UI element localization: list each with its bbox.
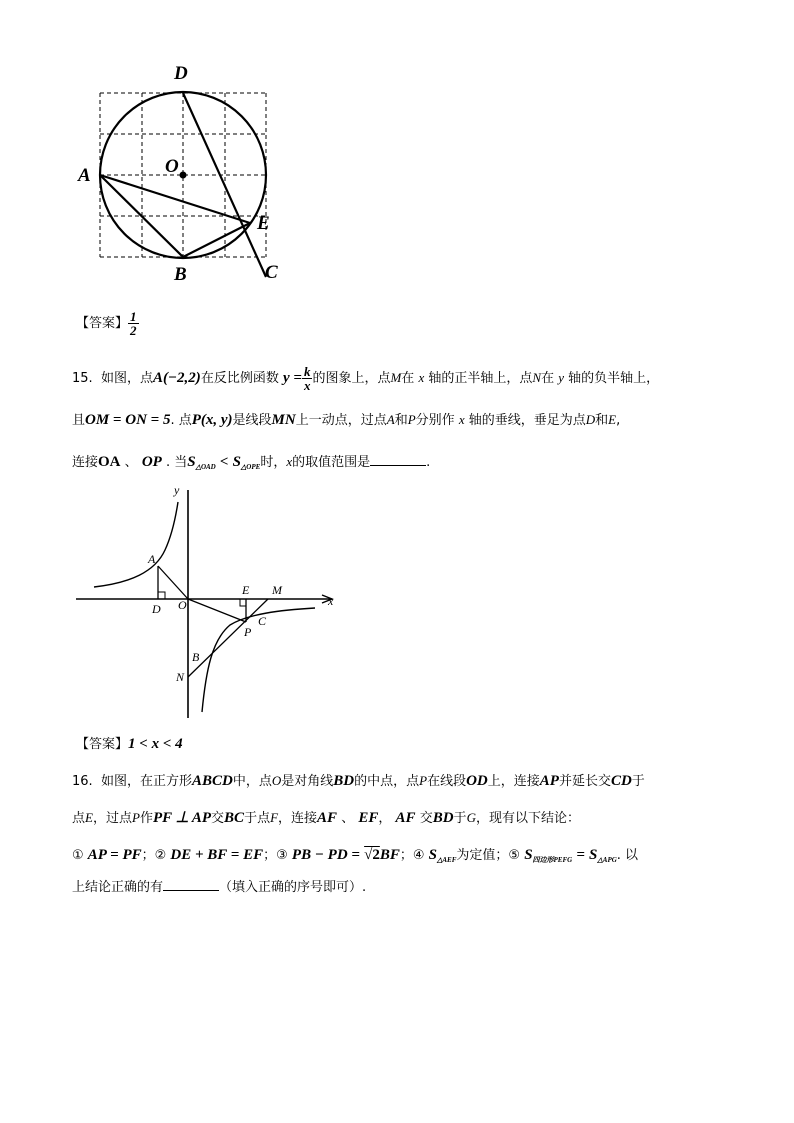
math-s: S <box>589 847 598 863</box>
answer-label: 【答案】 <box>76 316 129 331</box>
math-p: P <box>131 810 140 825</box>
q16-line-2 <box>72 808 580 829</box>
label-a: A <box>148 552 156 566</box>
math-mn: MN <box>271 412 296 428</box>
answer-blank <box>370 452 426 466</box>
math-x: x <box>418 370 425 385</box>
label-o: O <box>178 598 187 612</box>
math-eq: = <box>576 847 585 863</box>
text: 时， <box>260 455 287 470</box>
math-e: E <box>608 412 617 427</box>
math-od: OD <box>466 773 488 789</box>
text: 于 <box>631 774 645 789</box>
text: 轴的负半轴上， <box>568 371 660 386</box>
text: （填入正确的序号即可）. <box>219 880 367 895</box>
math-op: OP <box>141 454 162 470</box>
text: , <box>616 413 621 428</box>
math-lt: < <box>219 454 229 470</box>
text: 且 <box>72 413 86 428</box>
q16-line-1 <box>72 771 645 792</box>
text: 作 <box>139 811 153 826</box>
text: 并延长交 <box>558 774 611 789</box>
text: 轴的垂线，垂足为点 <box>468 413 586 428</box>
center-dot <box>180 172 187 179</box>
math-bd: BD <box>333 773 355 789</box>
answer-label: 【答案】 <box>76 737 129 752</box>
label-m: M <box>272 583 282 597</box>
math-sub-ope: △OPE <box>240 463 261 471</box>
text: 交 <box>211 811 225 826</box>
math-cd: CD <box>610 773 632 789</box>
q15-line-3 <box>72 452 430 477</box>
segment-mn <box>188 599 268 677</box>
text: . 以 <box>616 848 639 863</box>
math-ap: AP <box>539 773 559 789</box>
answer-denominator: 2 <box>130 323 137 338</box>
math-pf-perp-ap: PF ⊥ AP <box>152 810 212 826</box>
math-y: y <box>558 370 564 385</box>
text: 在反比例函数 <box>200 371 279 386</box>
math-a: A <box>386 412 395 427</box>
math-s: S <box>232 454 241 470</box>
text: 上结论正确的有 <box>72 880 164 895</box>
math-bf: BF <box>379 847 400 863</box>
text: 在 <box>541 371 555 386</box>
text: ；④ <box>399 848 425 863</box>
text: 的图象上，点 <box>312 371 391 386</box>
text: 上一动点，过点 <box>295 413 387 428</box>
label-n: N <box>176 670 185 684</box>
math-x: x <box>303 378 311 393</box>
text: 上，连接 <box>487 774 540 789</box>
math-sub-aef: △AEF <box>437 856 457 864</box>
math-om-on: OM = ON = 5 <box>85 412 171 428</box>
text: 的取值范围是 <box>292 455 371 470</box>
math-conclusion-1: AP = PF <box>87 847 142 863</box>
math-af: AF <box>395 810 416 826</box>
math-p: P <box>407 412 416 427</box>
text: ；② <box>141 848 167 863</box>
label-c: C <box>258 614 267 628</box>
math-conclusion-2: DE + BF = EF <box>170 847 264 863</box>
q15-line-1 <box>72 365 659 392</box>
label-d: D <box>174 63 188 84</box>
hyperbola-figure <box>70 480 350 725</box>
text: 点 <box>72 811 86 826</box>
math-d: D <box>585 412 596 427</box>
math-g: G <box>466 810 476 825</box>
math-n: N <box>532 370 542 385</box>
text: . 点 <box>170 413 192 428</box>
math-oa: OA <box>98 454 121 470</box>
math-f: F <box>270 810 279 825</box>
text: 在 <box>401 371 415 386</box>
label-o: O <box>165 156 179 177</box>
math-x: x <box>286 454 293 469</box>
math-ef: EF <box>358 810 379 826</box>
label-c: C <box>265 262 278 283</box>
math-conclusion-3: PB − PD = <box>291 847 360 863</box>
text: 如图，点 <box>100 371 153 386</box>
q15-line-2 <box>72 410 620 431</box>
answer-numerator: 1 <box>130 309 137 324</box>
text: ，连接 <box>278 811 318 826</box>
right-angle-d <box>158 592 165 599</box>
math-sub-apg: △APG <box>597 856 617 864</box>
math-s: S <box>187 454 196 470</box>
text: ，现有以下结论： <box>475 811 580 826</box>
math-sqrt2: √2 <box>364 847 380 863</box>
math-point-a: A(−2,2) <box>152 370 201 386</box>
label-d: D <box>152 602 161 616</box>
label-b: B <box>174 264 187 285</box>
text: 为定值；⑤ <box>456 848 521 863</box>
segment-ao <box>158 566 188 599</box>
math-e: E <box>85 810 93 825</box>
text: 交 <box>419 811 433 826</box>
math-sub-pefg: 四边形PEFG <box>532 856 573 864</box>
text: ， <box>378 811 392 826</box>
math-bc: BC <box>224 810 245 826</box>
text: 分别作 <box>415 413 455 428</box>
text: 、 <box>341 811 355 826</box>
right-angle-e <box>240 599 246 606</box>
segment-op <box>188 599 246 622</box>
math-p: P <box>419 773 428 788</box>
text: 如图，在正方形 <box>100 774 192 789</box>
answer-value: 1 < x < 4 <box>128 736 183 752</box>
text: 、 <box>124 455 138 470</box>
text: 和 <box>394 413 408 428</box>
text: ，过点 <box>92 811 132 826</box>
text: 于 <box>453 811 467 826</box>
math-point-p: P(x, y) <box>191 412 233 428</box>
math-af: AF <box>317 810 338 826</box>
answer-blank <box>163 877 219 891</box>
label-x-axis: x <box>328 594 334 608</box>
question-number: 16. <box>72 774 93 789</box>
answer-14 <box>76 310 139 337</box>
text: ；③ <box>263 848 288 863</box>
label-a: A <box>78 165 91 186</box>
math-m: M <box>390 370 402 385</box>
text: 中，点 <box>232 774 272 789</box>
text: 的中点，点 <box>354 774 420 789</box>
label-y-axis: y <box>174 483 180 497</box>
text: ① <box>72 848 84 863</box>
label-p: P <box>244 625 252 639</box>
text: 是对角线 <box>281 774 334 789</box>
text: . 当 <box>165 455 188 470</box>
math-s: S <box>428 847 437 863</box>
text: 于点 <box>244 811 271 826</box>
label-e: E <box>242 583 250 597</box>
text: . <box>426 455 431 470</box>
math-bd: BD <box>432 810 454 826</box>
q16-line-3 <box>72 845 638 870</box>
question-number: 15. <box>72 371 93 386</box>
math-o: O <box>271 773 282 788</box>
math-k: k <box>303 364 311 379</box>
answer-15 <box>76 733 183 753</box>
math-sub-oad: △OAD <box>195 463 216 471</box>
math-abcd: ABCD <box>191 773 233 789</box>
text: 轴的正半轴上，点 <box>428 371 533 386</box>
text: 连接 <box>72 455 99 470</box>
text: 是线段 <box>232 413 272 428</box>
q16-line-4 <box>72 877 366 898</box>
math-s: S <box>524 847 533 863</box>
circle-grid-figure <box>70 60 290 290</box>
text: 在线段 <box>427 774 467 789</box>
text: 和 <box>595 413 609 428</box>
label-e: E <box>257 213 270 234</box>
label-b: B <box>192 650 200 664</box>
math-func-y: y = <box>282 370 302 386</box>
math-x: x <box>458 412 465 427</box>
